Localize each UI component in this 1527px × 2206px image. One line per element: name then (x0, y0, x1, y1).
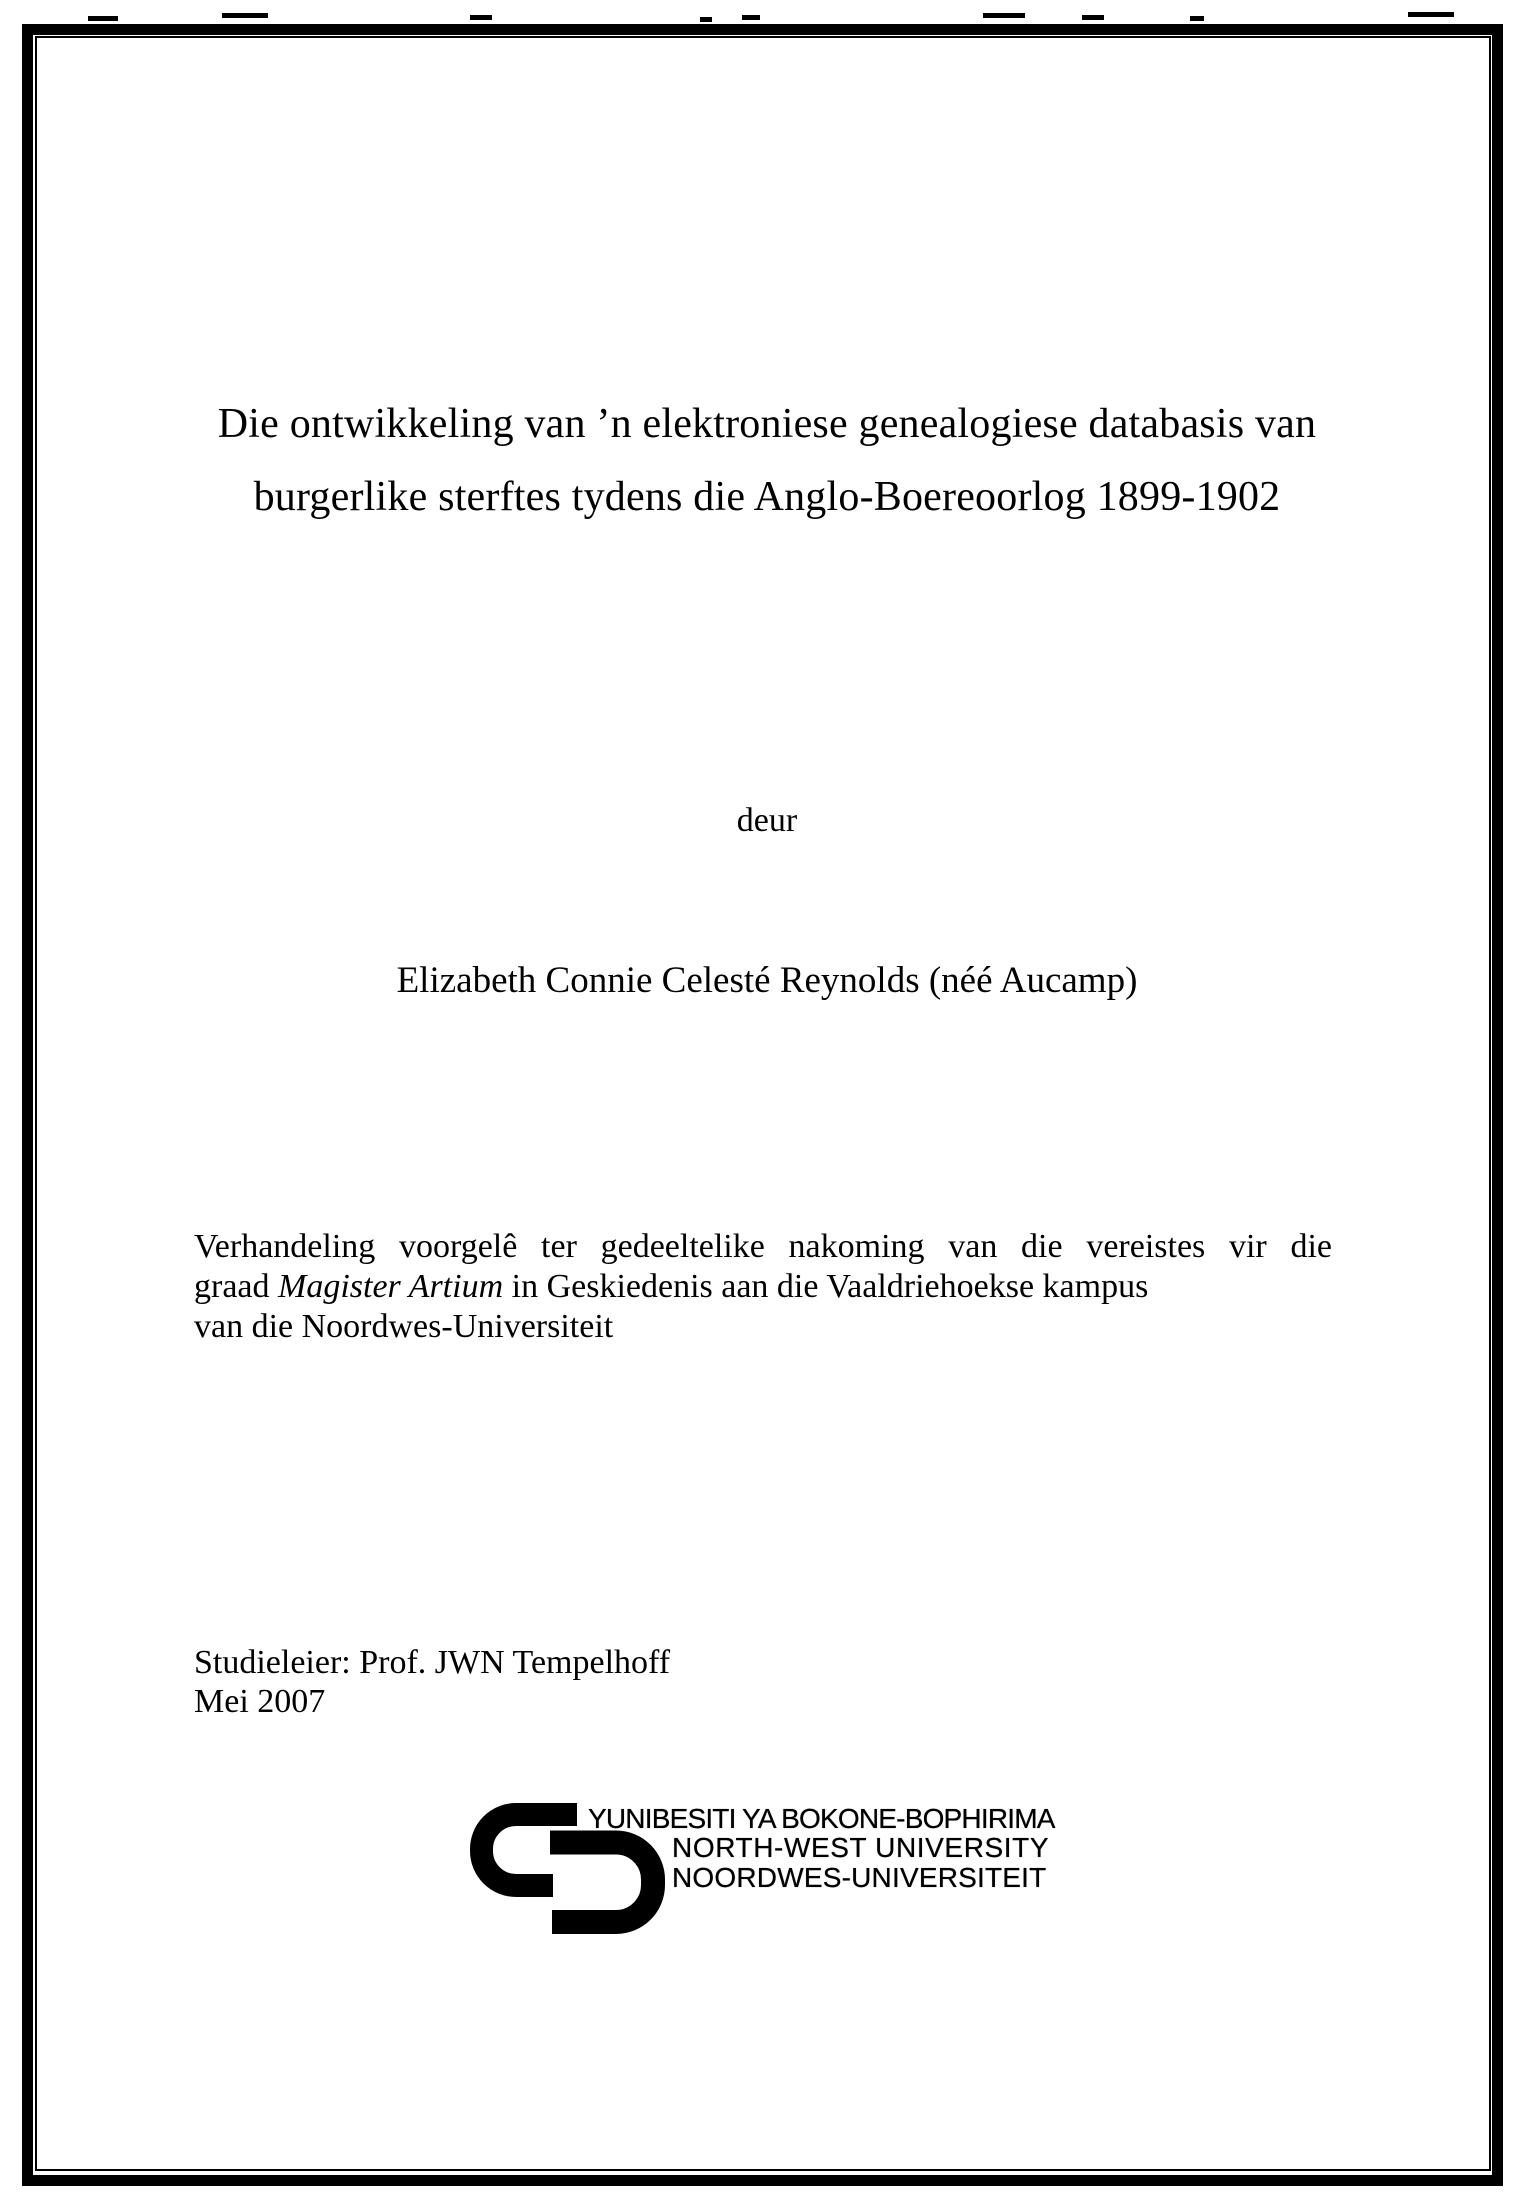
thesis-title-line-2: burgerlike sterftes tydens die Anglo-Boereoorlog 1899-1902 (253, 474, 1281, 520)
scan-artifact (88, 16, 118, 21)
statement-line-2-prefix: graad (194, 1268, 279, 1305)
scan-artifact (983, 13, 1025, 18)
statement-line-3: van die Noordwes-Universiteit (194, 1308, 614, 1345)
author-name: Elizabeth Connie Celesté Reynolds (néé Aucamp) (396, 960, 1138, 1001)
date-line: Mei 2007 (194, 1683, 326, 1720)
scan-artifact (700, 17, 712, 22)
degree-name-italic: Magister Artium (278, 1268, 504, 1305)
byline-deur: deur (736, 802, 798, 839)
supervisor-line: Studieleier: Prof. JWN Tempelhoff (194, 1644, 671, 1681)
scan-artifact (470, 15, 492, 20)
thesis-title (194, 388, 1340, 534)
thesis-title-line-1: Die ontwikkeling van ’n elektroniese genealogiese databasis van (217, 401, 1317, 447)
logo-name-setswana: YUNIBESITI YA BOKONE-BOPHIRIMA (588, 1803, 1055, 1834)
scan-artifact (1082, 15, 1104, 20)
logo-name-afrikaans: NOORDWES-UNIVERSITEIT (672, 1862, 1047, 1893)
supervisor-block (194, 1643, 670, 1721)
logo-name-english: NORTH-WEST UNIVERSITY (672, 1832, 1050, 1863)
statement-line-1: Verhandeling voorgelê ter gedeeltelike nakoming van die vereistes vir die (194, 1228, 1332, 1265)
scan-artifact (222, 13, 268, 18)
statement-line-2 (194, 1267, 1332, 1307)
statement-line-2-suffix: in Geskiedenis aan die Vaaldriehoekse kampus (503, 1268, 1149, 1305)
scan-artifact (1408, 12, 1454, 17)
scan-artifact (1190, 16, 1204, 21)
scan-artifact (742, 15, 760, 20)
logo-right-link (550, 1843, 653, 1923)
university-logo (466, 1802, 1126, 1942)
thesis-statement (194, 1227, 1332, 1347)
